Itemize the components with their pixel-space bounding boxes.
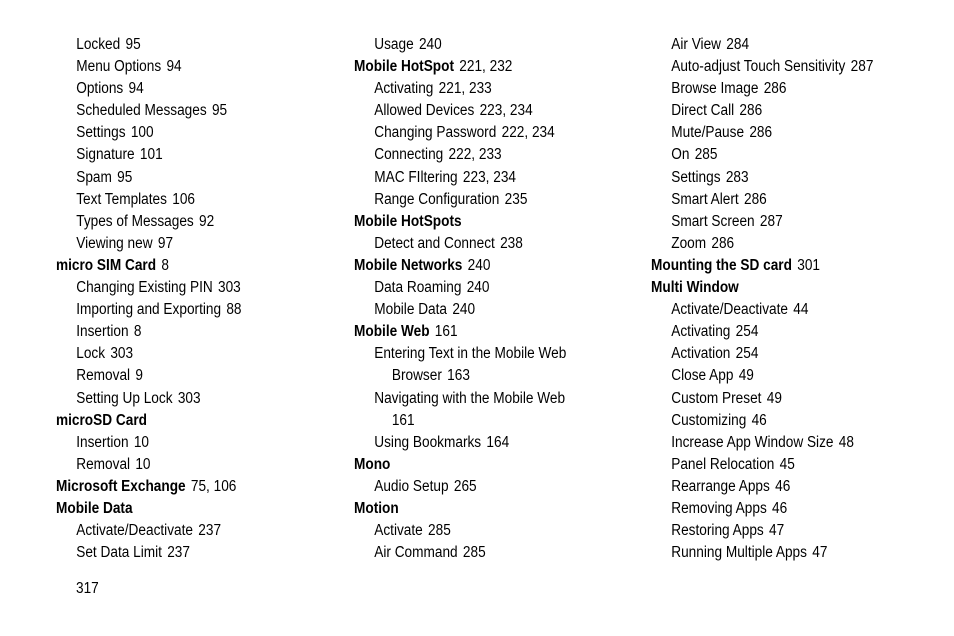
index-term: Running Multiple Apps — [671, 544, 807, 562]
index-page-refs: 8 — [161, 256, 169, 274]
index-term: MAC FIltering — [374, 168, 458, 186]
index-sub-entry — [354, 432, 609, 454]
index-term: Increase App Window Size — [671, 433, 834, 451]
index-page-refs: 285 — [428, 522, 451, 540]
index-page-refs: 283 — [725, 168, 749, 186]
index-page-refs: 254 — [735, 345, 759, 363]
index-term: Smart Screen — [671, 212, 755, 230]
index-term: Smart Alert — [671, 190, 739, 208]
index-sub-entry — [56, 100, 311, 122]
index-sub-entry — [354, 476, 609, 498]
index-sub-entry — [651, 299, 906, 321]
index-term: Browser — [391, 367, 442, 385]
index-term: Importing and Exporting — [76, 301, 222, 319]
index-page-refs: 286 — [743, 190, 767, 208]
index-term: Direct Call — [671, 102, 735, 120]
index-sub-entry — [56, 299, 311, 321]
index-term: Customizing — [671, 411, 747, 429]
index-page-refs: 95 — [211, 102, 228, 120]
index-term: Zoom — [671, 234, 707, 252]
index-term: micro SIM Card — [56, 256, 157, 274]
index-page-refs: 286 — [749, 124, 773, 142]
page-number: 317 — [76, 580, 99, 597]
index-page-refs: 223, 234 — [462, 168, 517, 186]
index-sub-entry — [354, 365, 609, 387]
index-term: Viewing new — [76, 234, 153, 252]
index-sub-entry — [354, 299, 609, 321]
index-sub-entry — [651, 321, 906, 343]
index-sub-entry — [56, 122, 311, 144]
index-term: Removing Apps — [671, 499, 767, 517]
index-page-refs: 48 — [838, 433, 854, 451]
index-term: Auto-adjust Touch Sensitivity — [671, 58, 846, 76]
index-page-refs: 161 — [434, 323, 458, 341]
index-sub-entry — [354, 189, 609, 211]
index-page-refs: 46 — [775, 477, 791, 495]
index-term: Insertion — [76, 433, 129, 451]
index-sub-entry — [56, 233, 311, 255]
index-sub-entry — [651, 122, 906, 144]
index-sub-entry — [651, 454, 906, 476]
index-page-refs: 303 — [110, 345, 134, 363]
index-sub-entry — [354, 277, 609, 299]
index-term: Panel Relocation — [671, 455, 775, 473]
index-sub-entry — [56, 277, 311, 299]
index-term: Activate — [374, 522, 423, 540]
index-sub-entry — [56, 321, 311, 343]
index-sub-entry — [56, 144, 311, 166]
index-term: Lock — [76, 345, 106, 363]
index-page-refs: 222, 233 — [448, 146, 502, 164]
index-sub-entry — [651, 432, 906, 454]
index-page-refs: 9 — [135, 367, 143, 385]
index-term: Usage — [374, 36, 414, 53]
index-page-refs: 286 — [739, 102, 763, 120]
index-page-refs: 106 — [172, 190, 196, 208]
index-term: Multi Window — [651, 279, 739, 297]
index-term: Signature — [76, 146, 135, 164]
index-sub-entry — [651, 189, 906, 211]
index-column-1 — [56, 34, 346, 564]
index-page-refs: 286 — [711, 234, 735, 252]
index-sub-entry — [651, 78, 906, 100]
index-sub-entry — [354, 122, 609, 144]
index-main-entry — [56, 255, 311, 277]
index-page-refs: 254 — [735, 323, 759, 341]
index-term: Scheduled Messages — [76, 102, 207, 120]
index-sub-entry — [651, 388, 906, 410]
index-sub-entry — [354, 167, 609, 189]
index-term: Mobile Data — [374, 301, 448, 319]
index-page-refs: 94 — [128, 80, 144, 98]
index-page-refs: 285 — [462, 544, 486, 562]
index-page-refs: 240 — [466, 279, 490, 297]
index-sub-entry — [56, 211, 311, 233]
index-term: Changing Existing PIN — [76, 279, 213, 297]
index-term: Detect and Connect — [374, 234, 495, 252]
index-page-refs: 88 — [226, 301, 242, 319]
index-term: Settings — [76, 124, 126, 142]
index-page-refs: 285 — [694, 146, 718, 164]
index-page-refs: 44 — [793, 301, 809, 319]
index-term: Locked — [76, 36, 121, 53]
index-page-refs: 47 — [769, 522, 785, 540]
index-sub-entry — [56, 34, 311, 56]
index-sub-entry — [651, 144, 906, 166]
index-sub-entry — [56, 189, 311, 211]
index-sub-entry — [651, 34, 906, 56]
index-term: Options — [76, 80, 124, 98]
index-sub-entry — [56, 542, 311, 564]
index-sub-entry — [651, 542, 906, 564]
index-main-entry — [56, 476, 311, 498]
index-term: Set Data Limit — [76, 544, 162, 562]
index-term: Connecting — [374, 146, 444, 164]
index-page-refs: 287 — [759, 212, 783, 230]
index-term: Using Bookmarks — [374, 433, 482, 451]
index-term: microSD Card — [56, 411, 147, 429]
index-page-refs: 240 — [418, 36, 442, 53]
index-term: Custom Preset — [671, 389, 762, 407]
index-sub-entry — [354, 34, 609, 56]
index-sub-entry — [354, 343, 609, 365]
index-sub-entry — [651, 167, 906, 189]
index-term: Spam — [76, 168, 112, 186]
index-page-refs: 303 — [177, 389, 201, 407]
index-term: Air View — [671, 36, 722, 53]
index-sub-entry — [354, 233, 609, 255]
index-sub-entry — [56, 343, 311, 365]
index-page-refs: 95 — [125, 36, 141, 53]
index-term: Activating — [374, 80, 434, 98]
index-page-refs: 8 — [133, 323, 142, 341]
index-main-entry — [354, 56, 609, 78]
index-term: Microsoft Exchange — [56, 477, 186, 495]
index-term: Entering Text in the Mobile Web — [374, 345, 567, 363]
index-term: On — [671, 146, 690, 164]
index-term: Air Command — [374, 544, 458, 562]
index-page-refs: 301 — [797, 256, 821, 274]
index-page-refs: 303 — [218, 279, 241, 297]
index-main-entry — [651, 255, 906, 277]
index-term: Rearrange Apps — [671, 477, 770, 495]
index-term: Close App — [671, 367, 734, 385]
index-term: Motion — [354, 499, 399, 517]
index-page-refs: 164 — [486, 433, 510, 451]
index-page-refs: 286 — [763, 80, 787, 98]
index-sub-entry — [354, 100, 609, 122]
index-main-entry — [56, 410, 311, 432]
index-page-refs: 101 — [139, 146, 163, 164]
index-main-entry — [354, 211, 609, 233]
index-page-refs: 94 — [166, 58, 182, 76]
index-main-entry — [354, 321, 609, 343]
index-sub-entry — [56, 454, 311, 476]
index-sub-entry — [56, 365, 311, 387]
index-sub-entry — [354, 542, 609, 564]
index-term: Settings — [671, 168, 721, 186]
index-page-refs: 75, 106 — [190, 477, 237, 495]
index-term: Range Configuration — [374, 190, 500, 208]
index-main-entry — [354, 255, 609, 277]
index-page-refs: 97 — [157, 234, 174, 252]
index-page-refs: 240 — [467, 256, 491, 274]
index-page-refs: 265 — [453, 477, 477, 495]
index-term: Insertion — [76, 323, 129, 341]
index-page-refs: 222, 234 — [501, 124, 555, 142]
index-sub-entry — [354, 520, 609, 542]
index-term: Removal — [76, 367, 131, 385]
index-term: Mobile Web — [354, 323, 430, 341]
index-term: Types of Messages — [76, 212, 194, 230]
index-page-refs: 47 — [812, 544, 828, 562]
index-term: Activating — [671, 323, 731, 341]
index-term: Mobile Networks — [354, 256, 463, 274]
index-term: Audio Setup — [374, 477, 449, 495]
index-term: Changing Password — [374, 124, 497, 142]
index-sub-entry — [651, 56, 906, 78]
index-term: Setting Up Lock — [76, 389, 173, 407]
index-sub-entry — [56, 56, 311, 78]
index-term: Restoring Apps — [671, 522, 764, 540]
index-term: Mono — [354, 455, 391, 473]
index-page-refs: 240 — [452, 301, 476, 319]
index-sub-entry — [354, 410, 609, 432]
index-sub-entry — [56, 78, 311, 100]
index-sub-entry — [56, 388, 311, 410]
index-page-refs: 221, 232 — [459, 58, 513, 76]
index-page-refs: 221, 233 — [438, 80, 492, 98]
index-page-refs: 92 — [199, 212, 215, 230]
index-term: Activation — [671, 345, 731, 363]
index-main-entry — [354, 498, 609, 520]
index-page-refs: 163 — [447, 367, 470, 385]
index-term: Activate/Deactivate — [671, 301, 789, 319]
index-page-refs: 45 — [779, 455, 795, 473]
index-column-3 — [651, 34, 941, 564]
index-page-refs: 10 — [133, 433, 150, 451]
index-term: Navigating with the Mobile Web — [374, 389, 566, 407]
index-page-refs: 100 — [130, 124, 154, 142]
index-page-refs: 287 — [850, 58, 874, 76]
index-sub-entry — [354, 78, 609, 100]
index-page-refs: 238 — [500, 234, 523, 252]
index-term: Mute/Pause — [671, 124, 745, 142]
index-sub-entry — [651, 100, 906, 122]
index-main-entry — [354, 454, 609, 476]
index-sub-entry — [651, 410, 906, 432]
index-page-refs: 161 — [391, 411, 415, 429]
index-sub-entry — [651, 520, 906, 542]
index-sub-entry — [651, 211, 906, 233]
index-sub-entry — [651, 343, 906, 365]
index-page-refs: 95 — [117, 168, 133, 186]
index-sub-entry — [56, 520, 311, 542]
index-column-2 — [354, 34, 644, 564]
index-sub-entry — [651, 476, 906, 498]
index-term: Browse Image — [671, 80, 759, 98]
index-term: Activate/Deactivate — [76, 522, 194, 540]
index-page-refs: 223, 234 — [479, 102, 533, 120]
index-term: Menu Options — [76, 58, 162, 76]
index-sub-entry — [651, 365, 906, 387]
index-page-refs: 237 — [167, 544, 190, 562]
index-sub-entry — [56, 432, 311, 454]
index-sub-entry — [354, 144, 609, 166]
index-page-refs: 237 — [198, 522, 222, 540]
index-term: Mobile HotSpot — [354, 58, 455, 76]
index-term: Allowed Devices — [374, 102, 475, 120]
index-term: Mobile HotSpots — [354, 212, 462, 230]
index-sub-entry — [651, 498, 906, 520]
index-term: Data Roaming — [374, 279, 462, 297]
index-sub-entry — [354, 388, 609, 410]
index-sub-entry — [56, 167, 311, 189]
index-page-refs: 49 — [766, 389, 782, 407]
index-term: Mounting the SD card — [651, 256, 792, 274]
index-page-refs: 46 — [751, 411, 767, 429]
index-page-refs: 46 — [772, 499, 788, 517]
index-page-refs: 284 — [726, 36, 750, 53]
index-page-refs: 235 — [504, 190, 528, 208]
index-page-refs: 49 — [738, 367, 754, 385]
index-main-entry — [56, 498, 311, 520]
index-sub-entry — [651, 233, 906, 255]
index-page-refs: 10 — [135, 455, 151, 473]
index-term: Mobile Data — [56, 499, 133, 517]
index-term: Text Templates — [76, 190, 167, 208]
index-term: Removal — [76, 455, 131, 473]
index-main-entry — [651, 277, 906, 299]
